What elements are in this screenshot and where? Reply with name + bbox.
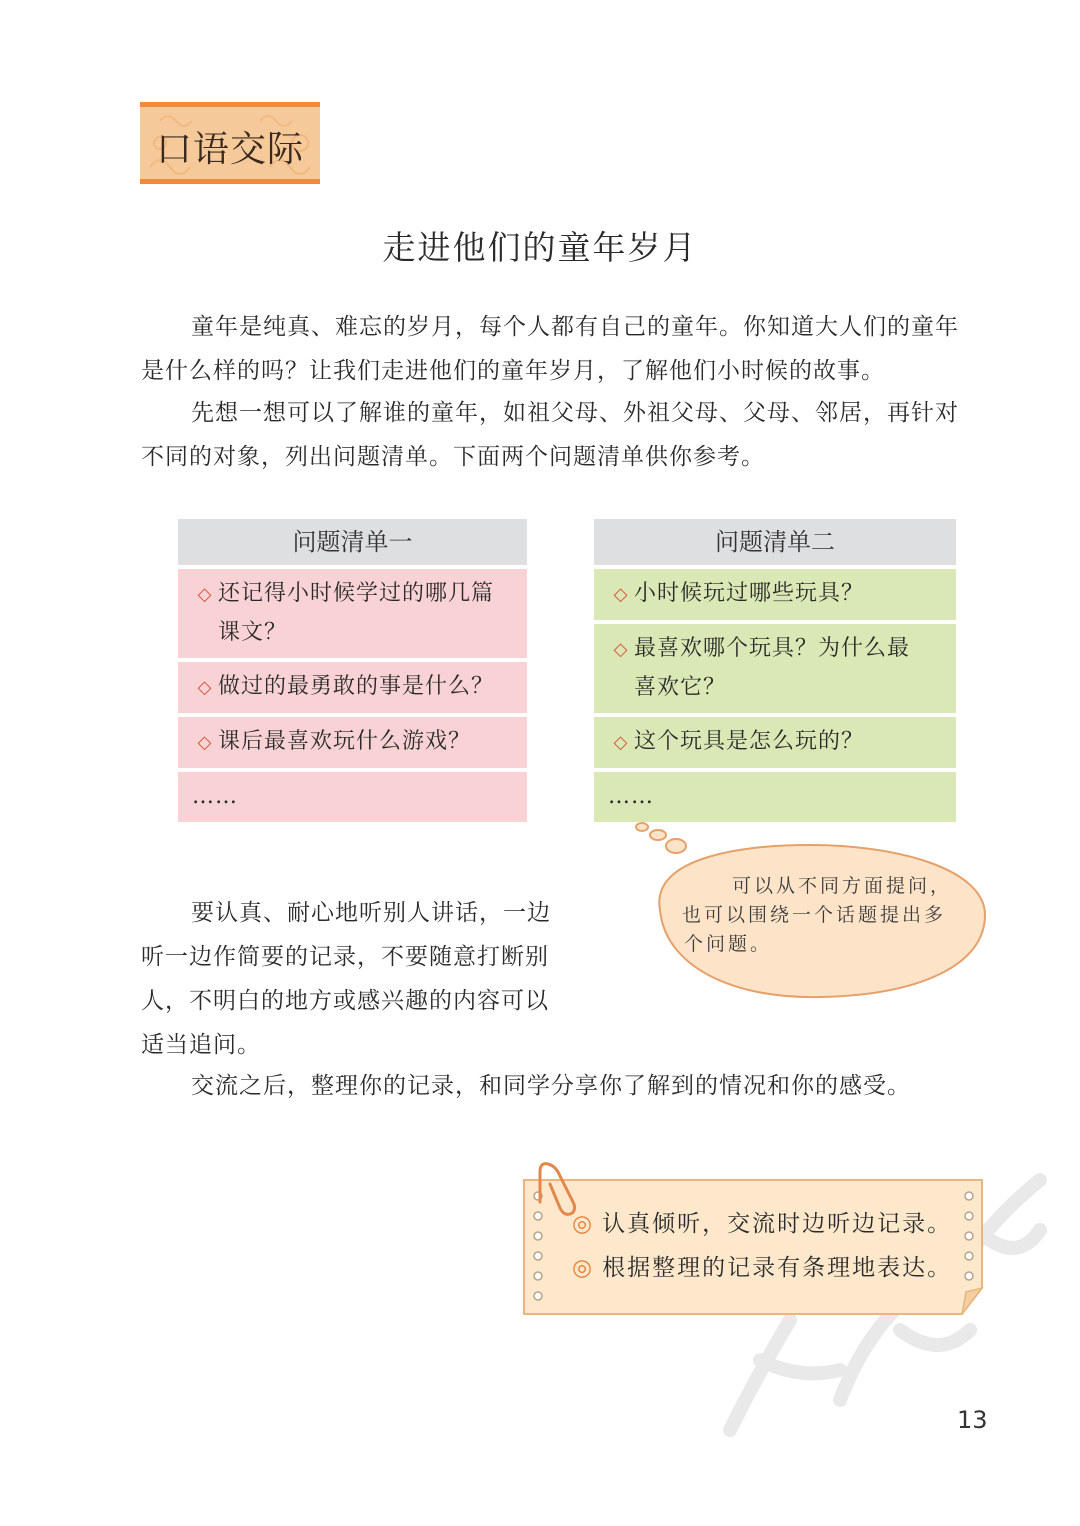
- bubble-line: 个问题。: [684, 933, 773, 955]
- list-item-text: 做过的最勇敢的事是什么？: [218, 674, 495, 699]
- intro-p1-line: 童年是纯真、难忘的岁月，每个人都有自己的童年。你知道大人们的童年: [191, 314, 959, 340]
- list-item-text: 最喜欢哪个玩具？为什么最: [634, 636, 911, 661]
- ellipsis-text: ……: [192, 784, 238, 809]
- list-item-text: 还记得小时候学过的哪几篇: [218, 581, 495, 606]
- intro-paragraph-2: [141, 391, 959, 479]
- share-line: 交流之后，整理你的记录，和同学分享你了解到的情况和你的感受。: [191, 1073, 911, 1099]
- ellipsis-text: ……: [608, 784, 654, 809]
- intro-p2-line: 先想一想可以了解谁的童年，如祖父母、外祖父母、父母、邻居，再针对: [191, 400, 959, 426]
- list-item: [594, 717, 956, 768]
- list-item: [178, 569, 527, 658]
- list-item-text: 课后最喜欢玩什么游戏？: [218, 729, 472, 754]
- intro-p2-line: 不同的对象，列出问题清单。下面两个问题清单供你参考。: [141, 444, 765, 470]
- question-list-1-title: 问题清单一: [178, 519, 527, 565]
- page-title: 走进他们的童年岁月: [382, 228, 698, 267]
- share-paragraph: [141, 1064, 911, 1108]
- bubble-text: [684, 872, 956, 959]
- diamond-icon: ◇: [197, 584, 213, 605]
- bubble-line: 也可以围绕一个话题提出多: [682, 904, 947, 926]
- listen-paragraph: [141, 891, 551, 1067]
- list-item-text: 小时候玩过哪些玩具？: [634, 581, 865, 606]
- intro-paragraph-1: [141, 305, 959, 393]
- diamond-icon: ◇: [197, 732, 213, 753]
- diamond-icon: ◇: [197, 677, 213, 698]
- note-item-text: 认真倾听，交流时边听边记录。: [602, 1211, 953, 1237]
- bubble-line: 可以从不同方面提问，: [732, 875, 953, 897]
- list-item-text: 课文？: [218, 620, 288, 645]
- listen-line: 听一边作简要的记录，不要随意打断别: [141, 944, 549, 970]
- note-list: [572, 1202, 952, 1290]
- diamond-icon: ◇: [613, 732, 629, 753]
- list-item-text: 喜欢它？: [634, 675, 727, 700]
- note-item-text: 根据整理的记录有条理地表达。: [602, 1255, 953, 1281]
- page-number: 13: [957, 1406, 988, 1434]
- double-circle-icon: ◎: [572, 1255, 595, 1281]
- question-list-2-title: 问题清单二: [594, 519, 956, 565]
- list-item-text: 这个玩具是怎么玩的？: [634, 729, 865, 754]
- section-badge: [140, 102, 320, 184]
- diamond-icon: ◇: [613, 584, 629, 605]
- question-list-1: [178, 519, 527, 822]
- list-item: [594, 569, 956, 620]
- listen-line: 人，不明白的地方或感兴趣的内容可以: [141, 988, 549, 1014]
- double-circle-icon: ◎: [572, 1211, 595, 1237]
- list-item: [178, 662, 527, 713]
- section-badge-label: 口语交际: [155, 129, 304, 170]
- diamond-icon: ◇: [613, 639, 629, 660]
- note-item: [572, 1246, 952, 1290]
- list-item: [594, 624, 956, 713]
- listen-line: 要认真、耐心地听别人讲话，一边: [191, 900, 551, 926]
- note-item: [572, 1202, 952, 1246]
- listen-line: 适当追问。: [141, 1032, 261, 1058]
- intro-p1-line: 是什么样的吗？让我们走进他们的童年岁月，了解他们小时候的故事。: [141, 358, 885, 384]
- list-item: [178, 717, 527, 768]
- list-item-ellipsis: [178, 772, 527, 822]
- question-list-2: [594, 519, 956, 822]
